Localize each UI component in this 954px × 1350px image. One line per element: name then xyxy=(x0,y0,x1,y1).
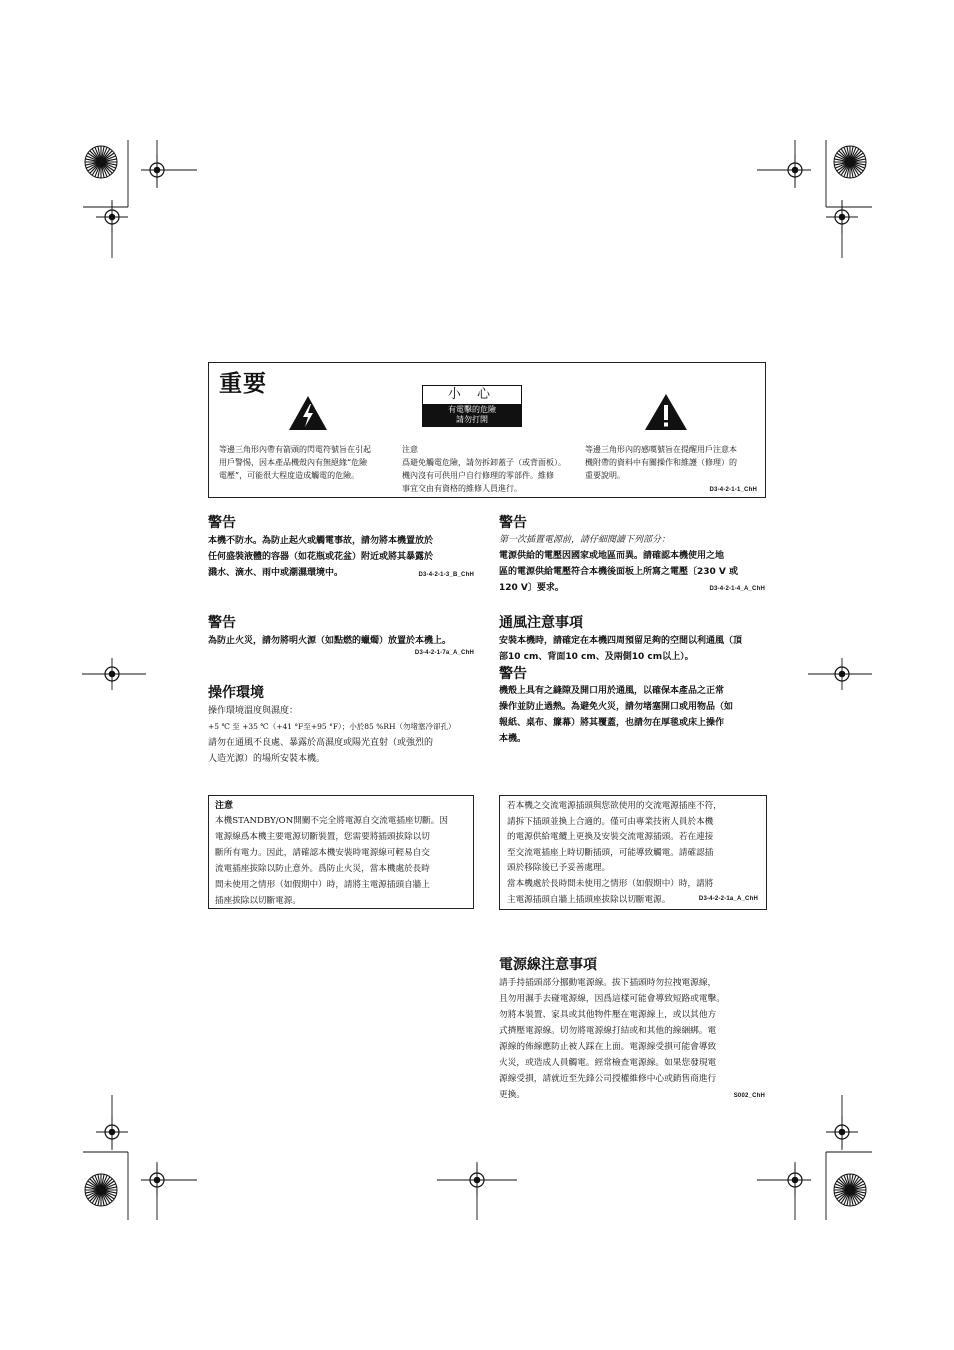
plug-note-box xyxy=(499,795,767,910)
note-body: 若本機之交流電源插頭與您欲使用的交流電源插座不符， 請拆下插頭並換上合適的。僅可由專業技術人員於本機 的電源供給電纜上更換及安裝交流電源插頭。若在連接 至交流電插座上時切斷插頭，可能導致觸電。請確認插 頭於移除後已予妥善處理。 當本機處於長時間未使用之情形（如假期中）時，請將 主電源插頭自牆上插頭座拔除以切斷電源。 xyxy=(507,801,722,905)
important-title: 重要 xyxy=(219,371,267,397)
caution-label-line1: 有電擊的危險 xyxy=(448,405,496,414)
note-body: 本機STANDBY/ON開關不完全將電源自交流電插座切斷。因 電源線爲本機主要電源切斷裝置，您需要將插頭拔除以切 斷所有電力。因此，請確認本機安裝時電源線可輕易自交 流電插座拔除以防止意外。爲防止火災，當本機處於長時 間未使用之情形（如假期中）時，請將主電源插頭自牆上 插座拔除以切斷電源。 xyxy=(215,816,448,906)
lightning-warning-icon xyxy=(288,395,328,431)
doc-code: D3-4-2-1-1_ChH xyxy=(709,487,757,493)
caution-label-line2: 請勿打開 xyxy=(456,415,488,424)
sub-body: 機殼上具有之縫隙及開口用於通風，以確保本產品之正常 操作並防止過熱。為避免火災，請勿堵塞開口或用物品（如 報紙、桌布、簾幕）將其覆蓋，也請勿在厚毯或床上操作 本機。 xyxy=(499,686,734,744)
exclamation-warning-icon xyxy=(644,393,688,431)
caution-label-top: 小 心 xyxy=(447,387,497,402)
section-heading: 警告 xyxy=(208,515,236,531)
doc-code: D3-4-2-1-4_A_ChH xyxy=(709,586,765,592)
caution-label xyxy=(422,385,522,427)
section-heading: 警告 xyxy=(499,515,527,531)
power-cord-section xyxy=(499,956,767,1103)
doc-code: D3-4-2-1-7a_A_ChH xyxy=(414,650,474,656)
warning-water-section xyxy=(208,514,474,581)
section-heading: 通風注意事項 xyxy=(499,615,583,631)
lightning-explanation: 等邊三角形內帶有箭頭的閃電符號旨在引起 用戶警惕，因本產品機殼內有無絕緣“危險 電壓”，可能很大程度造成觸電的危險。 xyxy=(219,445,371,480)
standby-note-box xyxy=(208,795,474,909)
doc-code: D3-4-2-2-1a_A_ChH xyxy=(698,896,758,902)
operating-environment-section xyxy=(208,684,474,767)
ventilation-section xyxy=(499,614,767,747)
section-body: 本機不防水。為防止起火或觸電事故，請勿將本機置放於 任何盛裝液體的容器（如花瓶或花盆）附近或將其暴露於 濺水、滴水、雨中或潮濕環境中。 xyxy=(208,536,434,578)
note-title: 注意 xyxy=(215,801,234,811)
section-body: 請手持插頭部分挪動電源線。拔下插頭時勿拉拽電源線， 且勿用濕手去碰電源線，因爲這樣可能會導致短路或電擊。 勿將本裝置、家具或其他物件壓在電源線上，或以其他方 式擠壓電源線。切勿將電源線打結或和其他的線綑綁。電 源線的佈線應防止被人踩在上面。電源線受損可能會導致 火災，或造成人員觸電。經常檢查電源線。如果您發現電 源線受損，請就近至先鋒公司授權維修中心或銷售商進行 更換。 xyxy=(499,978,725,1100)
section-body: 為防止火災，請勿將明火源（如點燃的蠟燭）放置於本機上。 xyxy=(208,636,452,646)
caution-note-title: 注意 xyxy=(402,445,418,454)
section-heading: 操作環境 xyxy=(208,685,264,701)
caution-explanation: 注意 爲避免觸電危險，請勿拆卸蓋子（或背面板）。 機內沒有可供用户自行修理的零部件。維修 事宜交由有資格的維修人員進行。 xyxy=(402,443,582,495)
doc-code: D3-4-2-1-3_B_ChH xyxy=(418,572,474,578)
section-heading: 電源線注意事項 xyxy=(499,957,597,973)
sub-heading: 警告 xyxy=(499,666,527,682)
warning-fire-section xyxy=(208,614,474,656)
section-body: 操作環境溫度與濕度： +5 ℃ 至 +35 ℃（+41 °F至+95 °F）；小於85 %RH（勿堵塞冷卻孔） 請勿在通風不良處、暴露於高濕度或陽光直射（或強烈的 人造光源）的場所安裝本機。 xyxy=(208,706,456,764)
section-body: 電源供給的電壓因國家或地區而異。請確認本機使用之地 區的電源供給電壓符合本機後面板上所寫之電壓〔230 V 或 120 V〕要求。 xyxy=(499,551,739,593)
exclamation-explanation: 等邊三角形內的感嘆號旨在提醒用戶注意本 機附帶的資料中有關操作和維護（修理）的 重要說明。 xyxy=(585,445,737,480)
section-body: 安裝本機時，請確定在本機四周預留足夠的空間以利通風（頂 部10 cm、背面10 cm、及兩側10 cm以上）。 xyxy=(499,636,743,662)
doc-code: S002_ChH xyxy=(733,1093,765,1099)
warning-voltage-section xyxy=(499,514,767,596)
section-intro: 第一次插置電源前，請仔細閱讀下列部分： xyxy=(499,535,671,545)
important-notice-box xyxy=(208,362,766,498)
section-heading: 警告 xyxy=(208,615,236,631)
caution-label-bottom xyxy=(423,404,521,426)
